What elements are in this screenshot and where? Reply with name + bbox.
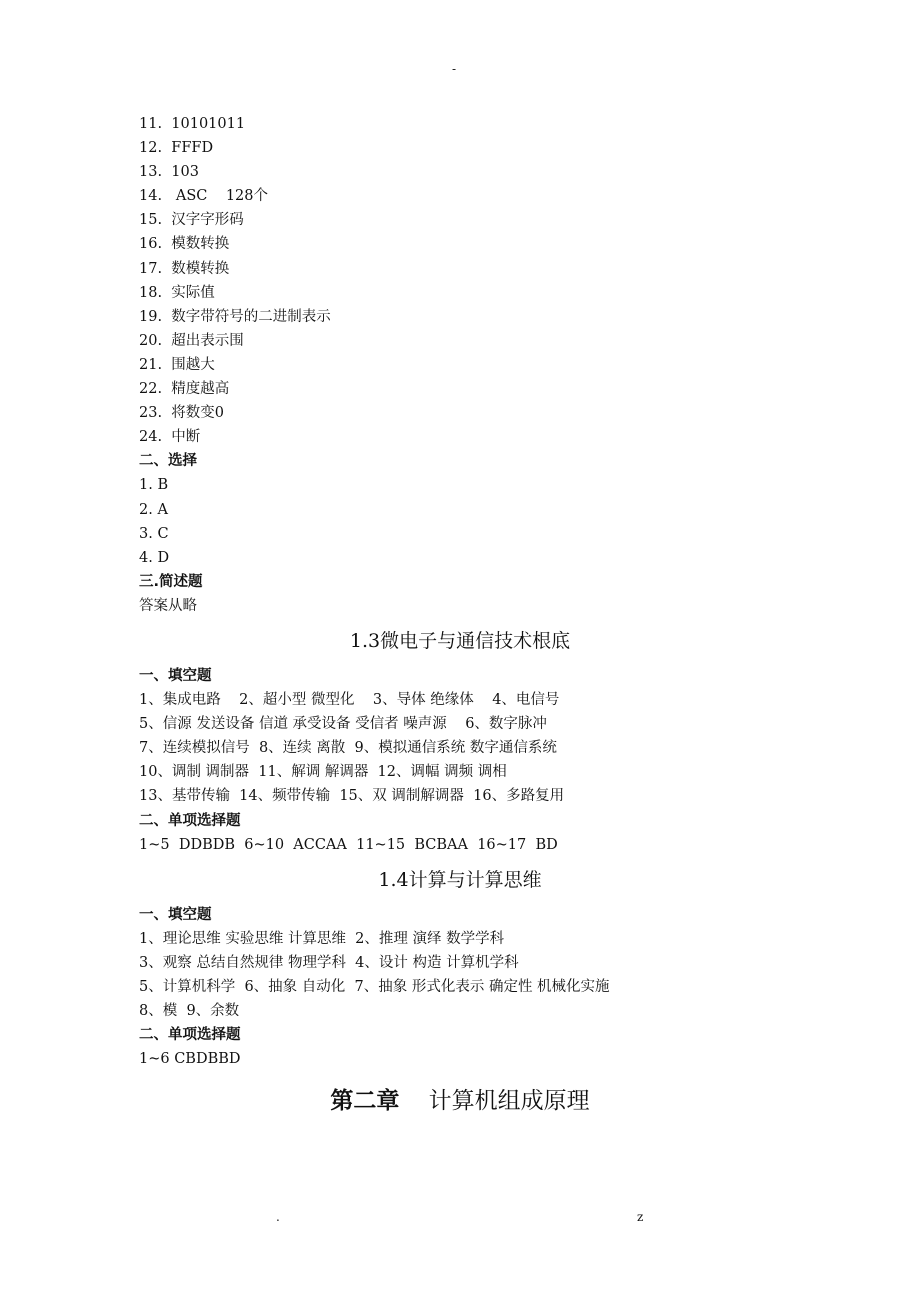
fill-answers-continued	[139, 112, 859, 449]
answer-line: 13、基带传输 14、频带传输 15、双 调制解调器 16、多路复用	[139, 788, 565, 805]
answer-line: 8、模 9、余数	[139, 1003, 240, 1020]
answer-line: 1. B	[139, 477, 169, 494]
chapter-number: 第二章	[330, 1087, 400, 1115]
answer-line: 12. FFFD	[139, 140, 214, 157]
answer-line: 23. 将数变0	[139, 405, 225, 422]
answer-line: 19. 数字带符号的二进制表示	[139, 308, 331, 325]
choice-answers	[139, 473, 859, 569]
choice-heading: 二、选择	[139, 453, 197, 470]
short-answer-heading: 三.简述题	[139, 573, 203, 590]
answer-line: 1~5 DDBDB 6~10 ACCAA 11~15 BCBAA 16~17 BD	[139, 836, 558, 853]
section-1-3-fill-heading: 一、填空题	[139, 667, 212, 684]
answer-line: 11. 10101011	[139, 116, 246, 132]
answer-line: 15. 汉字字形码	[139, 212, 244, 229]
section-1-4-fill-heading: 一、填空题	[139, 906, 212, 923]
answer-line: 2. A	[139, 501, 168, 518]
answer-line: 21. 围越大	[139, 356, 215, 373]
answer-line: 7、连续模拟信号 8、连续 离散 9、模拟通信系统 数字通信系统	[139, 740, 557, 757]
answer-line: 24. 中断	[139, 429, 201, 446]
answer-line: 4. D	[139, 549, 170, 566]
answer-line: 1、理论思维 实验思维 计算思维 2、推理 演绎 数学学科	[139, 930, 505, 947]
answer-line: 13. 103	[139, 164, 199, 181]
answer-line: 1、集成电路 2、超小型 微型化 3、导体 绝缘体 4、电信号	[139, 692, 560, 709]
page-footer-right: z	[637, 1210, 644, 1224]
answer-line: 16. 模数转换	[139, 236, 230, 253]
answer-line: 3、观察 总结自然规律 物理学科 4、设计 构造 计算机学科	[139, 954, 519, 971]
answer-line: 20. 超出表示围	[139, 332, 244, 349]
answer-line: 10、调制 调制器 11、解调 解调器 12、调幅 调频 调相	[139, 764, 507, 781]
answer-line: 5、信源 发送设备 信道 承受设备 受信者 噪声源 6、数字脉冲	[139, 716, 547, 733]
page-content	[139, 112, 859, 1131]
chapter-name: 计算机组成原理	[428, 1088, 590, 1115]
page-header-mark: -	[452, 62, 457, 76]
section-1-4-choice-heading: 二、单项选择题	[139, 1027, 241, 1044]
section-1-3-choice-heading: 二、单项选择题	[139, 812, 241, 829]
answer-line: 1~6 CBDBBD	[139, 1051, 241, 1068]
answer-line: 3. C	[139, 525, 169, 542]
answer-line: 22. 精度越高	[139, 381, 230, 398]
answer-line: 14. ASC 128个	[139, 188, 268, 205]
section-title-1-3: 1.3微电子与通信技术根底	[349, 629, 571, 652]
answer-line: 17. 数模转换	[139, 260, 230, 277]
chapter-title	[139, 1071, 781, 1131]
answer-line: 18. 实际值	[139, 284, 215, 301]
answer-line: 5、计算机科学 6、抽象 自动化 7、抽象 形式化表示 确定性 机械化实施	[139, 979, 610, 995]
short-answer-text: 答案从略	[139, 597, 197, 614]
section-title-1-4: 1.4计算与计算思维	[378, 868, 542, 891]
page-footer-left: .	[276, 1210, 280, 1224]
